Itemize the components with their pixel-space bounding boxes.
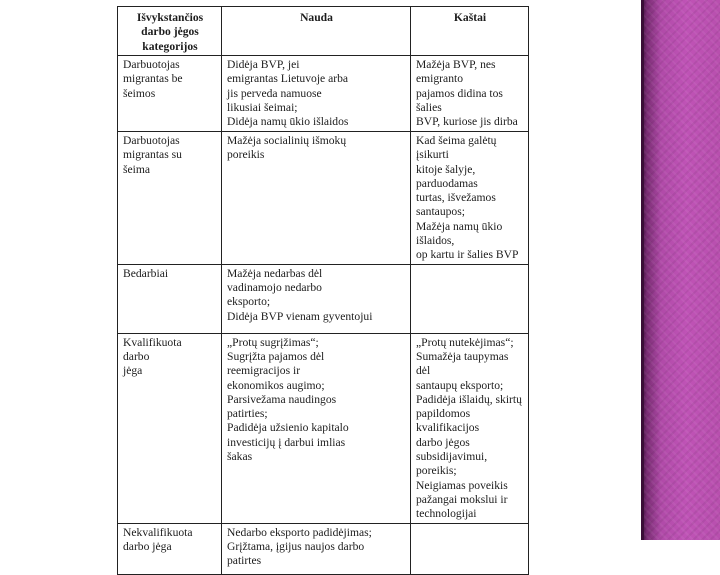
row-category: Bedarbiai xyxy=(118,264,222,333)
migration-cost-benefit-table xyxy=(117,6,529,575)
table-row xyxy=(118,264,529,333)
row-benefit: Didėja BVP, jei emigrantas Lietuvoje arba jis perveda namuose likusiai šeimai; Didėja namų ūkio išlaidos xyxy=(222,56,411,132)
row-cost xyxy=(411,264,529,333)
row-benefit: Nedarbo eksporto padidėjimas; Grįžtama, įgijus naujos darbo patirtes xyxy=(222,523,411,574)
row-category: Nekvalifikuota darbo jėga xyxy=(118,523,222,574)
row-benefit: „Protų sugrįžimas“; Sugrįžta pajamos dėl reemigracijos ir ekonomikos augimo; Parsivežama naudingos patirties; Padidėja užsienio kapitalo investicijų į darbui imlias šakas xyxy=(222,333,411,523)
row-cost: „Protų nutekėjimas“; Sumažėja taupymas dėl santaupų eksporto; Padidėja išlaidų, skirtų papildomos kvalifikacijos darbo jėgos subsidijavimui, poreikis; Neigiamas poveikis pažangai mokslui ir technologijai xyxy=(411,333,529,523)
table-row xyxy=(118,56,529,132)
decorative-side-panel xyxy=(641,0,720,540)
row-benefit: Mažėja nedarbas dėl vadinamojo nedarbo eksporto; Didėja BVP vienam gyventojui xyxy=(222,264,411,333)
table-row xyxy=(118,523,529,574)
row-category: Kvalifikuota darbo jėga xyxy=(118,333,222,523)
table-row xyxy=(118,333,529,523)
header-category: Išvykstančios darbo jėgos kategorijos xyxy=(118,7,222,56)
row-cost: Kad šeima galėtų įsikurti kitoje šalyje, parduodamas turtas, išvežamos santaupos; Mažėja namų ūkio išlaidos, op kartu ir šalies BVP xyxy=(411,132,529,265)
header-benefit: Nauda xyxy=(222,7,411,56)
row-benefit: Mažėja socialinių išmokų poreikis xyxy=(222,132,411,265)
row-cost xyxy=(411,523,529,574)
table-row xyxy=(118,132,529,265)
row-category: Darbuotojas migrantas be šeimos xyxy=(118,56,222,132)
table-header-row xyxy=(118,7,529,56)
row-category: Darbuotojas migrantas su šeima xyxy=(118,132,222,265)
header-cost: Kaštai xyxy=(411,7,529,56)
side-panel-edge xyxy=(641,0,644,540)
row-cost: Mažėja BVP, nes emigranto pajamos didina tos šalies BVP, kuriose jis dirba xyxy=(411,56,529,132)
